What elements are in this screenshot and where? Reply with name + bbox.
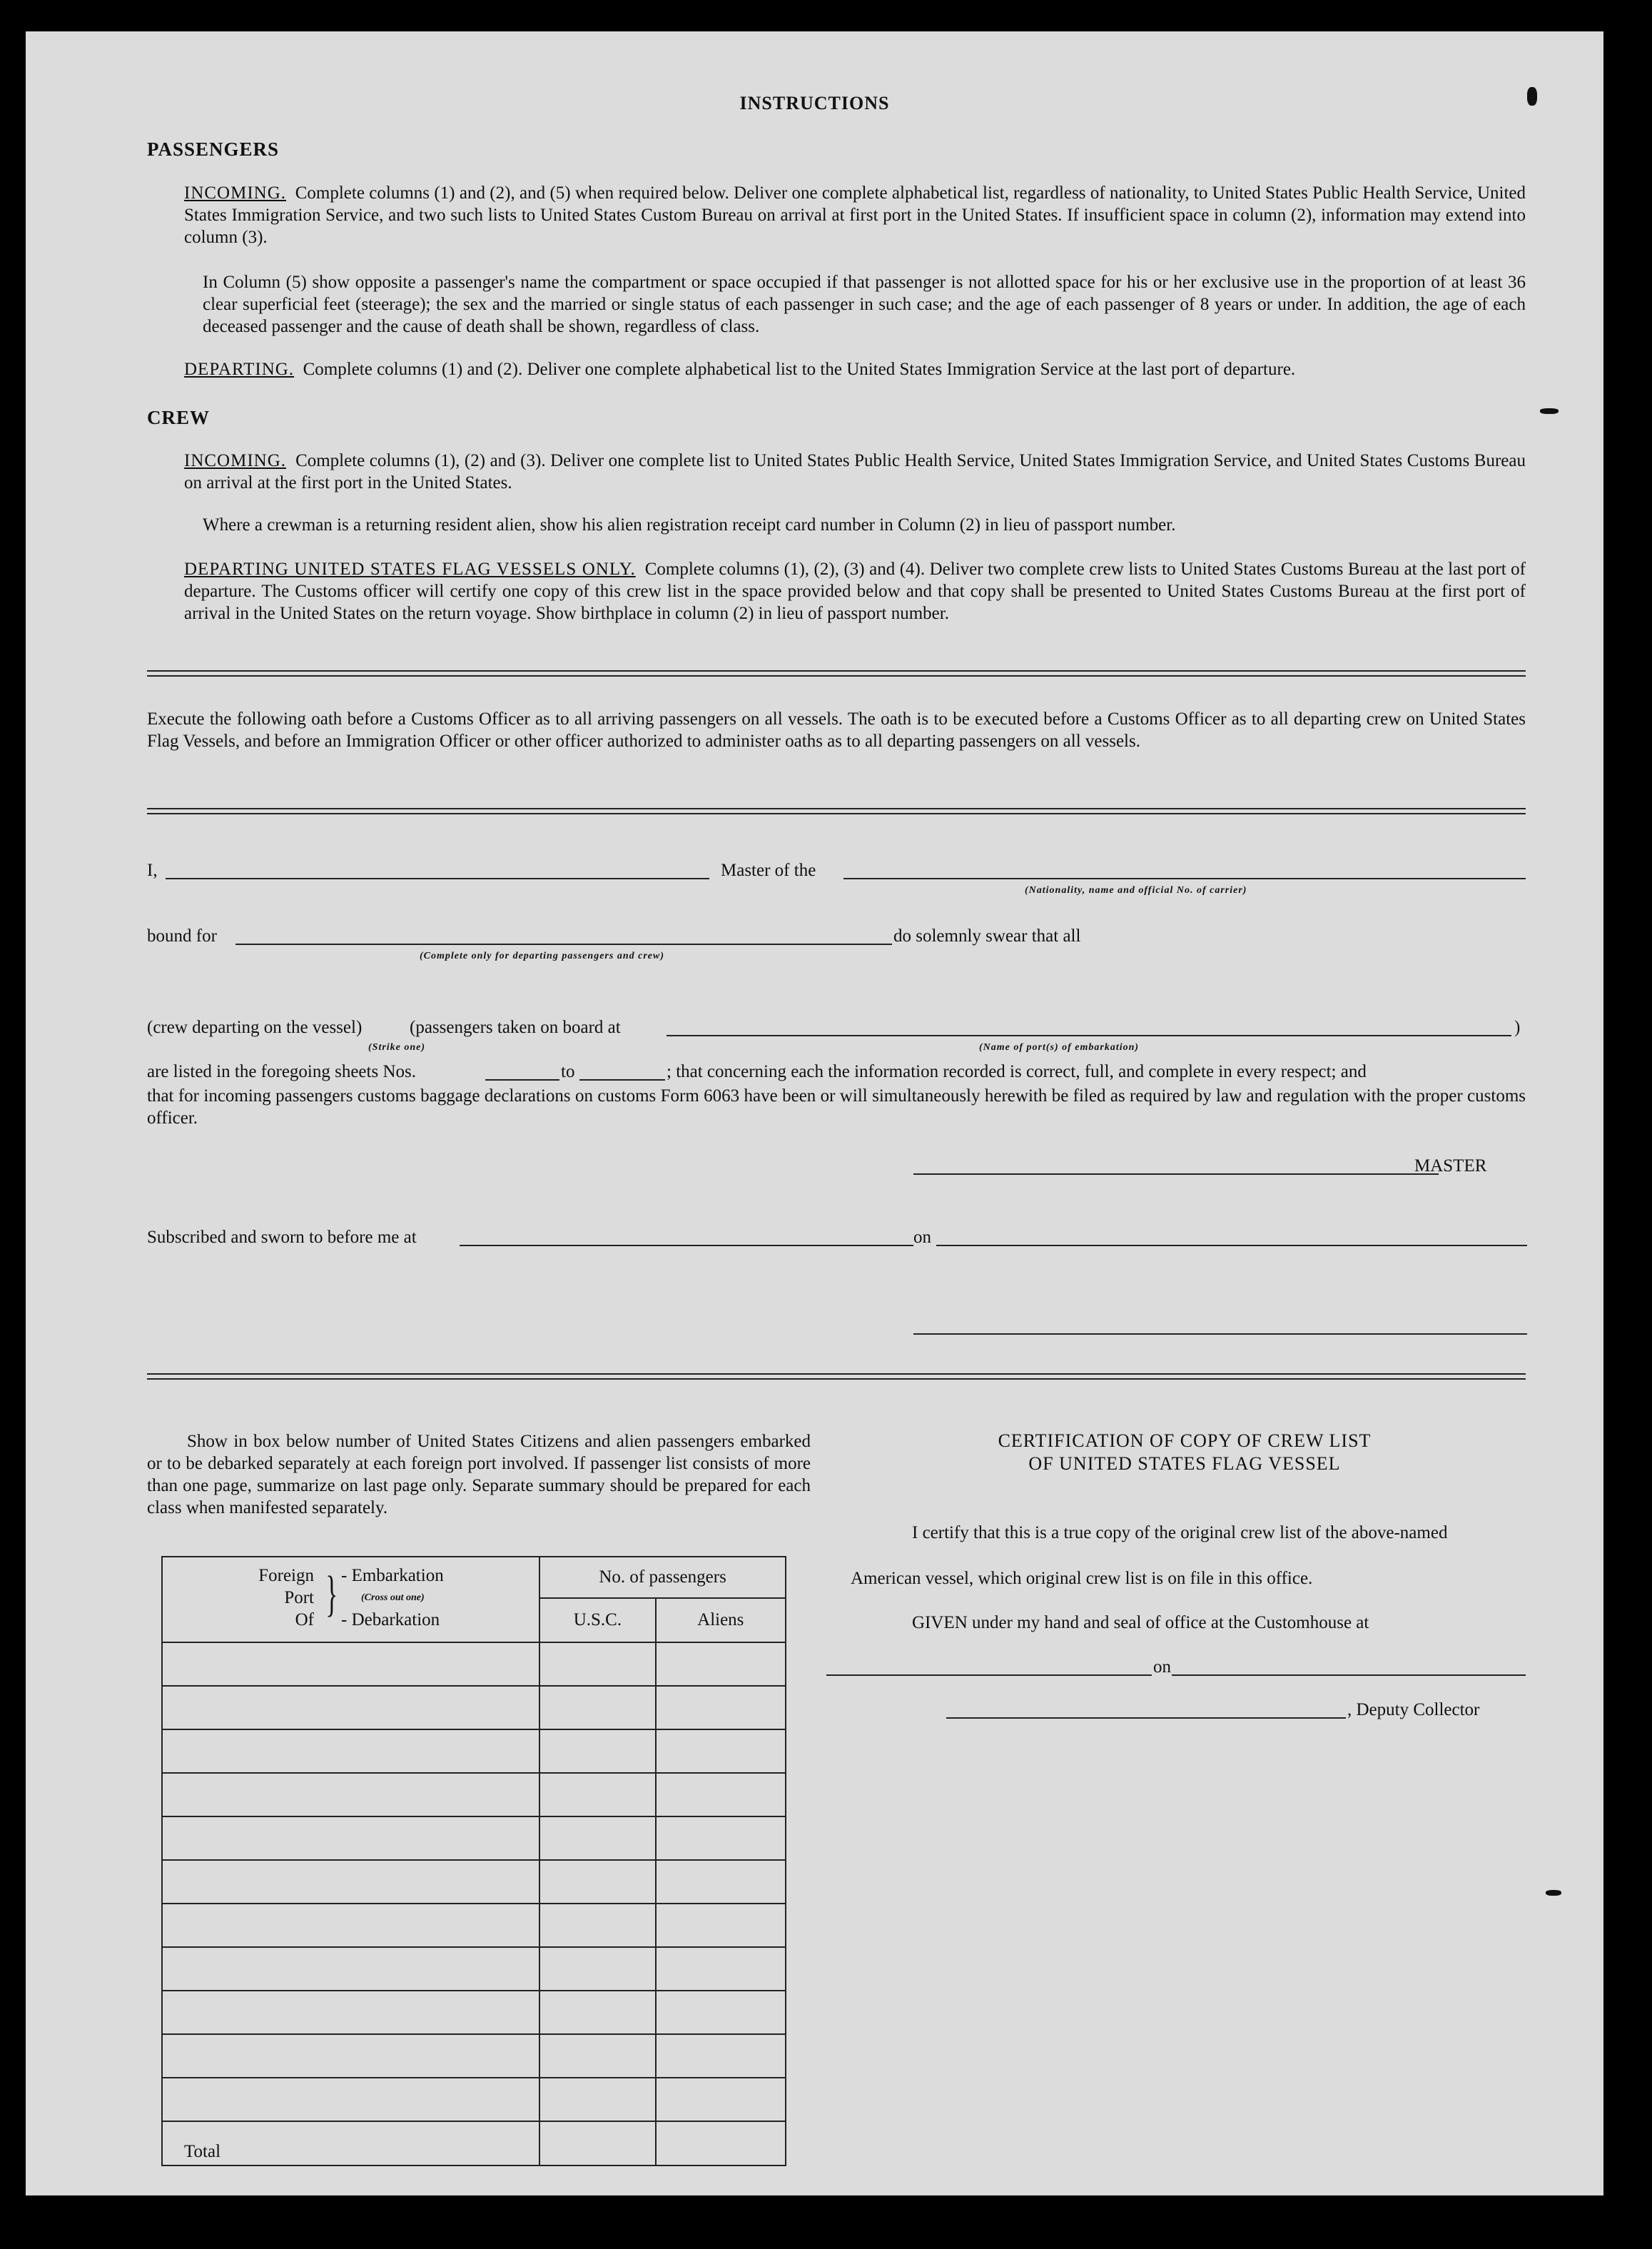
port-cell[interactable]: [162, 1860, 539, 1904]
sworn-place-field[interactable]: [460, 1245, 913, 1246]
divider-2: [147, 808, 1526, 814]
divider-1: [147, 670, 1526, 677]
crew-incoming-lead: INCOMING.: [184, 451, 287, 470]
header-of: Of: [295, 1610, 314, 1629]
passengers-incoming-lead: INCOMING.: [184, 183, 287, 203]
officer-signature-field[interactable]: [913, 1333, 1527, 1335]
bound-for-field[interactable]: [235, 944, 892, 945]
aliens-cell[interactable]: [656, 2034, 786, 2078]
table-row: [162, 2078, 786, 2121]
sworn-on-label: on: [913, 1228, 931, 1247]
document-page: [26, 31, 1603, 2195]
carrier-field[interactable]: [843, 878, 1526, 879]
total-label: Total: [162, 2121, 539, 2165]
port-cell[interactable]: [162, 2034, 539, 2078]
column5-paragraph: In Column (5) show opposite a passenger's name the compartment or space occupied if that passenger is not allotted space for his or her exclusive use in the proportion of at least 36 clear superficial feet (steerage); the sex and the married or single status of each passenger in such case; and the age of each passenger of 8 years or under. In addition, the age of each deceased passenger and the cause of death shall be shown, regardless of class.: [203, 273, 1526, 336]
table-row: [162, 1816, 786, 1860]
deputy-collector-label: , Deputy Collector: [1347, 1700, 1480, 1719]
crew-incoming-paragraph: [184, 450, 1526, 494]
passengers-departing-paragraph: [184, 358, 1526, 380]
header-foreign: Foreign: [258, 1566, 314, 1585]
oath-intro-paragraph: Execute the following oath before a Customs Officer as to all arriving passengers on all vessels. The oath is to be executed before a Customs Officer as to all departing crew on United States Flag Vessels, and before an Immigration Officer or other officer authorized to administer oaths as to all departing passengers on all vessels.: [147, 709, 1526, 751]
passengers-incoming-paragraph: [184, 182, 1526, 248]
scan-mark: [1527, 87, 1537, 106]
port-cell[interactable]: [162, 2078, 539, 2121]
crew-departing-paragraph: [184, 558, 1526, 625]
port-caption: (Name of port(s) of embarkation): [979, 1042, 1140, 1053]
aliens-cell[interactable]: [656, 1904, 786, 1947]
table-row: [162, 1904, 786, 1947]
usc-cell[interactable]: [539, 1642, 655, 1686]
crew-heading: CREW: [147, 407, 211, 428]
aliens-cell[interactable]: [656, 1816, 786, 1860]
usc-cell[interactable]: [539, 1729, 655, 1773]
master-name-field[interactable]: [166, 878, 709, 879]
certification-line-2: American vessel, which original crew list is on file in this office.: [851, 1569, 1313, 1588]
passengers-taken-option[interactable]: (passengers taken on board at: [410, 1018, 621, 1037]
certification-date-field[interactable]: [1172, 1674, 1526, 1676]
summary-instructions: Show in box below number of United States Citizens and alien passengers embarked or to be debarked separately at each foreign port involved. If passenger list consists of more than one page, summarize on last page only. Separate summary should be prepared for each class when manifested separately.: [147, 1432, 811, 1517]
embarkation-port-field[interactable]: [667, 1035, 1511, 1036]
passengers-departing-text: Complete columns (1) and (2). Deliver one complete alphabetical list to the United States Immigration Service at the last port of departure.: [303, 360, 1296, 379]
table-row: [162, 1860, 786, 1904]
header-aliens: Aliens: [656, 1598, 786, 1642]
table-row: [162, 2034, 786, 2078]
usc-cell[interactable]: [539, 1947, 655, 1991]
usc-cell[interactable]: [539, 1904, 655, 1947]
sheets-text-1: are listed in the foregoing sheets Nos.: [147, 1062, 416, 1081]
oath-i-label: I,: [147, 861, 158, 880]
header-port: Port: [284, 1588, 314, 1607]
aliens-cell[interactable]: [656, 1686, 786, 1729]
instructions-title: INSTRUCTIONS: [739, 93, 890, 113]
close-paren: ): [1514, 1018, 1521, 1037]
scan-mark: [1540, 408, 1559, 414]
port-cell[interactable]: [162, 1816, 539, 1860]
header-embarkation[interactable]: - Embarkation: [341, 1566, 444, 1585]
bound-for-caption: (Complete only for departing passengers and crew): [420, 951, 664, 961]
table-row: [162, 1773, 786, 1816]
passengers-heading: PASSENGERS: [147, 138, 280, 160]
brace-icon: }: [325, 1567, 338, 1622]
usc-cell[interactable]: [539, 2034, 655, 2078]
customhouse-field[interactable]: [826, 1674, 1152, 1676]
port-cell[interactable]: [162, 1947, 539, 1991]
port-cell[interactable]: [162, 1729, 539, 1773]
sheet-to-field[interactable]: [579, 1079, 665, 1081]
subscribed-label: Subscribed and sworn to before me at: [147, 1228, 417, 1247]
crew-departing-text: Complete columns (1), (2), (3) and (4). Deliver two complete crew lists to United States Customs Bureau at the last port of departure. The Customs officer will certify one copy of this crew list in the space provided below and that copy shall be presented to United States Customs Bureau at the first port of arrival in the United States on the return voyage. Show birthplace in column (2) in lieu of passport number.: [184, 560, 1526, 623]
port-cell[interactable]: [162, 1904, 539, 1947]
aliens-cell[interactable]: [656, 2078, 786, 2121]
crew-incoming-text: Complete columns (1), (2) and (3). Deliver one complete list to United States Public Health Service, United States Immigration Service, and United States Customs Bureau on arrival at the first port in the United States.: [184, 451, 1526, 492]
certification-title-1: CERTIFICATION OF COPY OF CREW LIST: [998, 1430, 1372, 1451]
crew-departing-lead: DEPARTING UNITED STATES FLAG VESSELS ONLY.: [184, 560, 636, 579]
strike-one-caption: (Strike one): [368, 1042, 426, 1053]
certification-title-2: OF UNITED STATES FLAG VESSEL: [1028, 1453, 1341, 1474]
usc-cell[interactable]: [539, 1816, 655, 1860]
passengers-departing-lead: DEPARTING.: [184, 360, 295, 379]
sheets-to: to: [561, 1062, 575, 1081]
scan-mark: [1546, 1890, 1561, 1896]
aliens-cell[interactable]: [656, 1642, 786, 1686]
aliens-cell[interactable]: [656, 1860, 786, 1904]
bound-for-label: bound for: [147, 926, 217, 946]
carrier-caption: (Nationality, name and official No. of carrier): [1025, 885, 1247, 896]
table-row: [162, 1947, 786, 1991]
aliens-cell[interactable]: [656, 1729, 786, 1773]
header-debarkation[interactable]: - Debarkation: [341, 1610, 440, 1629]
master-label: MASTER: [1414, 1156, 1487, 1176]
table-row: [162, 1991, 786, 2034]
passengers-incoming-text: Complete columns (1) and (2), and (5) when required below. Deliver one complete alphabetical list, regardless of nationality, to United States Public Health Service, United States Immigration Service, and two such lists to United States Custom Bureau on arrival at first port in the United States. If insufficient space in column (2), information may extend into column (3).: [184, 183, 1526, 247]
swear-text: do solemnly swear that all: [893, 926, 1081, 946]
sheets-text-2: ; that concerning each the information recorded is correct, full, and complete in every respect; and: [667, 1062, 1367, 1081]
usc-cell[interactable]: [539, 2078, 655, 2121]
aliens-cell[interactable]: [656, 1947, 786, 1991]
crew-resident-paragraph: Where a crewman is a returning resident alien, show his alien registration receipt card number in Column (2) in lieu of passport number.: [203, 515, 1176, 535]
master-signature-field[interactable]: [913, 1173, 1439, 1175]
certification-line-1: I certify that this is a true copy of the original crew list of the above-named: [912, 1523, 1448, 1542]
total-usc-cell[interactable]: [539, 2121, 655, 2165]
aliens-cell[interactable]: [656, 1991, 786, 2034]
port-cell[interactable]: [162, 1686, 539, 1729]
table-row: [162, 1642, 786, 1686]
usc-cell[interactable]: [539, 1991, 655, 2034]
master-of-the-label: Master of the: [721, 861, 816, 880]
aliens-cell[interactable]: [656, 1773, 786, 1816]
table-row: [162, 1729, 786, 1773]
divider-3: [147, 1373, 1526, 1380]
certification-line-3: GIVEN under my hand and seal of office at the Customhouse at: [912, 1613, 1369, 1632]
header-usc: U.S.C.: [539, 1598, 655, 1642]
passenger-summary-table: [161, 1556, 786, 2166]
header-cross-out: (Cross out one): [361, 1592, 425, 1603]
deputy-signature-field[interactable]: [946, 1717, 1346, 1719]
certification-on-label: on: [1153, 1657, 1171, 1677]
crew-departing-option[interactable]: (crew departing on the vessel): [147, 1018, 363, 1037]
foreign-port-header: [162, 1557, 539, 1642]
sheets-text-3: that for incoming passengers customs baggage declarations on customs Form 6063 have been or will simultaneously herewith be filed as required by law and regulation with the proper customs officer.: [147, 1086, 1526, 1128]
usc-cell[interactable]: [539, 1686, 655, 1729]
usc-cell[interactable]: [539, 1773, 655, 1816]
table-row: [162, 1686, 786, 1729]
total-aliens-cell[interactable]: [656, 2121, 786, 2165]
sworn-date-field[interactable]: [936, 1245, 1527, 1246]
usc-cell[interactable]: [539, 1860, 655, 1904]
port-cell[interactable]: [162, 1773, 539, 1816]
port-cell[interactable]: [162, 1991, 539, 2034]
sheet-from-field[interactable]: [485, 1079, 559, 1081]
port-cell[interactable]: [162, 1642, 539, 1686]
header-no-passengers: No. of passengers: [539, 1557, 786, 1598]
